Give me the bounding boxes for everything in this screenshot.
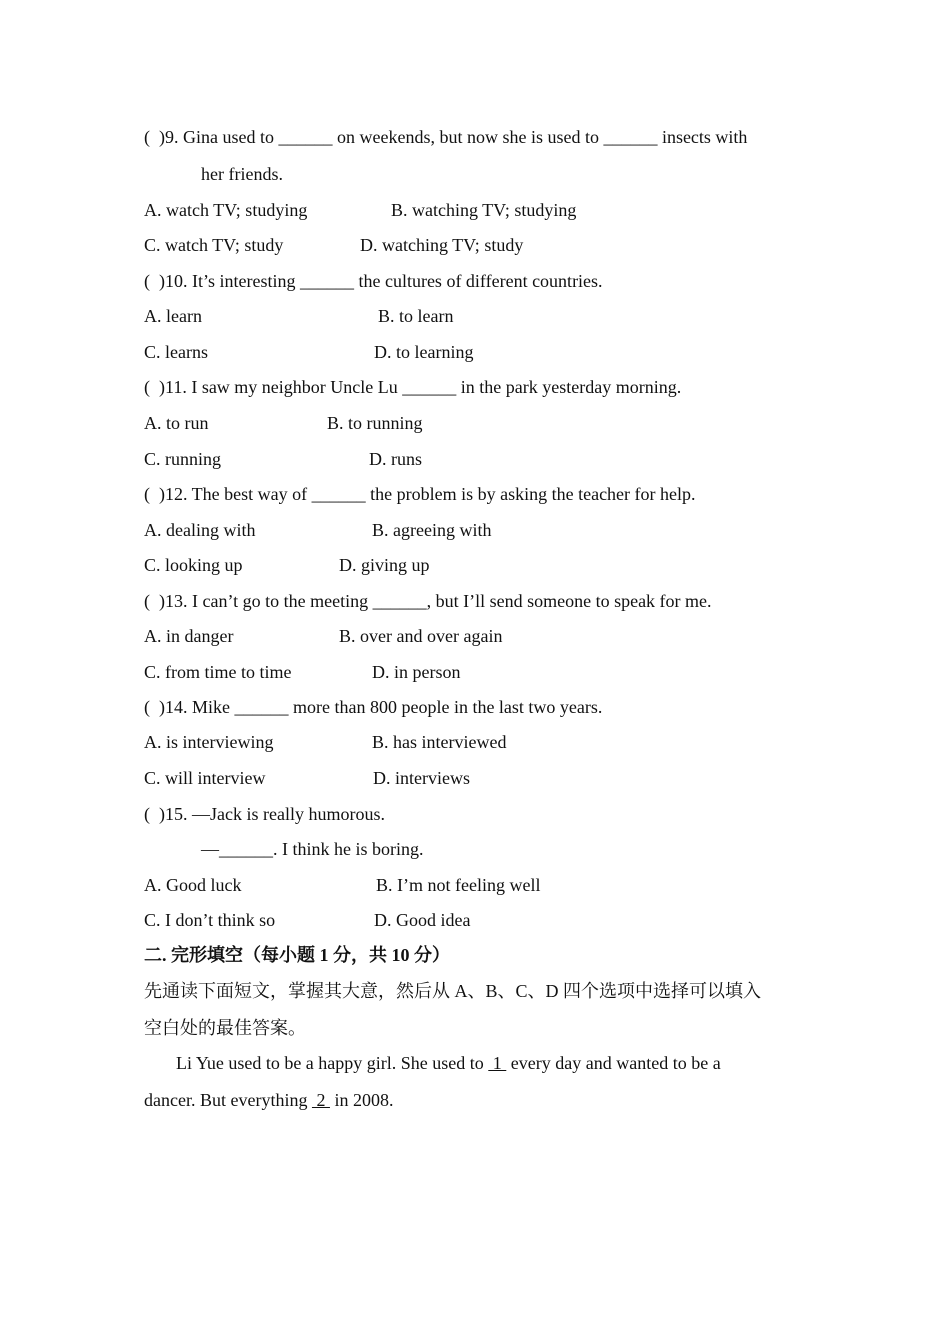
question-14-stem: ( )14. Mike ______ more than 800 people in the last two years. bbox=[144, 697, 603, 717]
question-9-stem: ( )9. Gina used to ______ on weekends, but now she is used to ______ insects with bbox=[144, 127, 748, 147]
passage-text: dancer. But everything bbox=[144, 1090, 312, 1110]
question-15-option-c: C. I don’t think so bbox=[144, 910, 276, 930]
question-12-option-b: B. agreeing with bbox=[372, 520, 492, 540]
passage-text: Li Yue used to be a happy girl. She used to bbox=[176, 1053, 489, 1073]
question-10-option-c: C. learns bbox=[144, 342, 208, 362]
question-13-option-d: D. in person bbox=[372, 662, 461, 682]
question-11-option-c: C. running bbox=[144, 449, 222, 469]
question-11-option-b: B. to running bbox=[327, 413, 423, 433]
passage-line-1 bbox=[176, 1052, 721, 1074]
question-9-stem-continued: her friends. bbox=[201, 164, 283, 184]
section-2-heading: 二. 完形填空（每小题 1 分，共 10 分） bbox=[144, 945, 450, 965]
question-12-option-d: D. giving up bbox=[339, 555, 430, 575]
question-10-option-a: A. learn bbox=[144, 306, 202, 326]
question-12-option-a: A. dealing with bbox=[144, 520, 256, 540]
blank-1: 1 bbox=[488, 1053, 507, 1073]
question-10-option-d: D. to learning bbox=[374, 342, 474, 362]
question-13-option-a: A. in danger bbox=[144, 626, 234, 646]
passage-line-2 bbox=[144, 1089, 393, 1111]
question-9-option-a: A. watch TV; studying bbox=[144, 200, 308, 220]
question-15-option-d: D. Good idea bbox=[374, 910, 471, 930]
question-11-stem: ( )11. I saw my neighbor Uncle Lu ______ in the park yesterday morning. bbox=[144, 377, 682, 397]
passage-text: in 2008. bbox=[329, 1090, 394, 1110]
question-9-option-c: C. watch TV; study bbox=[144, 235, 284, 255]
passage-text: every day and wanted to be a bbox=[506, 1053, 721, 1073]
question-14-option-d: D. interviews bbox=[373, 768, 470, 788]
question-11-option-d: D. runs bbox=[369, 449, 422, 469]
question-10-stem: ( )10. It’s interesting ______ the cultures of different countries. bbox=[144, 271, 603, 291]
question-13-stem: ( )13. I can’t go to the meeting ______, but I’ll send someone to speak for me. bbox=[144, 591, 712, 611]
blank-2: 2 bbox=[311, 1090, 330, 1110]
section-2-instruction-continued: 空白处的最佳答案。 bbox=[144, 1018, 306, 1038]
question-12-option-c: C. looking up bbox=[144, 555, 243, 575]
question-9-option-d: D. watching TV; study bbox=[360, 235, 524, 255]
question-14-option-c: C. will interview bbox=[144, 768, 266, 788]
question-9-option-b: B. watching TV; studying bbox=[391, 200, 577, 220]
question-11-option-a: A. to run bbox=[144, 413, 209, 433]
question-15-stem-response: —______. I think he is boring. bbox=[201, 839, 424, 859]
question-14-option-b: B. has interviewed bbox=[372, 732, 507, 752]
question-15-option-b: B. I’m not feeling well bbox=[376, 875, 541, 895]
section-2-instruction: 先通读下面短文，掌握其大意，然后从 A、B、C、D 四个选项中选择可以填入 bbox=[144, 981, 762, 1001]
question-13-option-b: B. over and over again bbox=[339, 626, 503, 646]
question-12-stem: ( )12. The best way of ______ the problem is by asking the teacher for help. bbox=[144, 484, 696, 504]
question-10-option-b: B. to learn bbox=[378, 306, 454, 326]
question-15-stem: ( )15. —Jack is really humorous. bbox=[144, 804, 385, 824]
question-14-option-a: A. is interviewing bbox=[144, 732, 274, 752]
question-15-option-a: A. Good luck bbox=[144, 875, 242, 895]
question-13-option-c: C. from time to time bbox=[144, 662, 292, 682]
